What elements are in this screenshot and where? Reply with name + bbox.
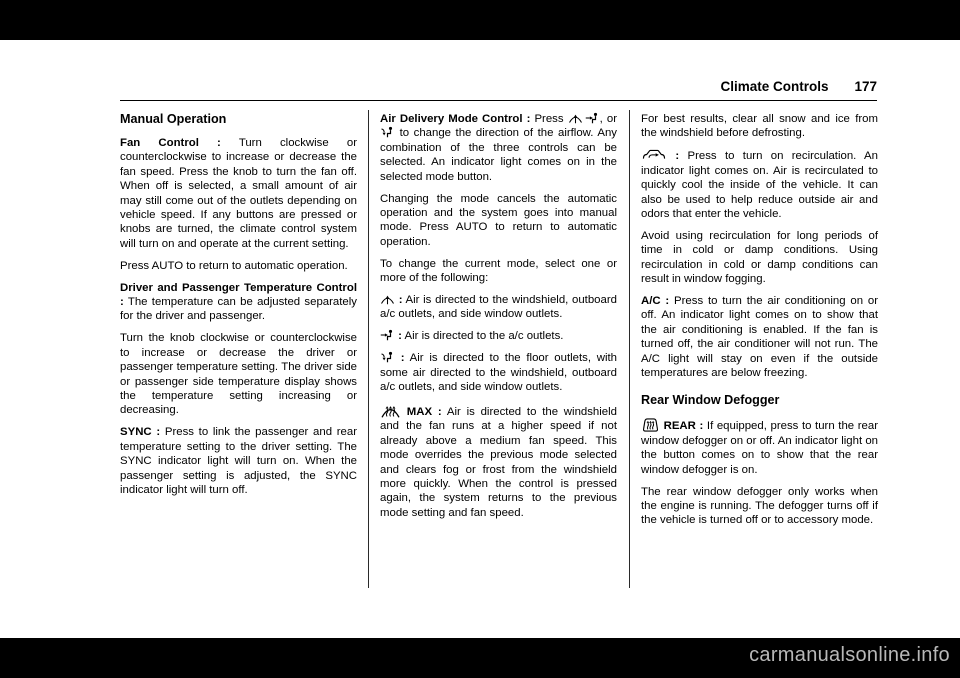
max-defrost-label: MAX : [406,405,442,418]
sync-paragraph [120,425,357,497]
sync-text: Press to link the passenger and rear temperature setting to the driver setting. The SYNC indicator light will turn on. When the passenger setting is adjusted, the SYNC indicator light will turn off. [120,426,358,496]
header-rule [120,100,877,101]
mode-floor-text: Air is directed to the floor outlets, with some air directed to the windshield, outboard a/c outlets, and side window outlets. [380,352,617,393]
air-delivery-mode-paragraph [380,112,617,184]
fan-control-paragraph [120,136,357,251]
rear-defogger-label: REAR : [663,420,704,433]
air-delivery-mode-label: Air Delivery Mode Control : [380,113,531,125]
rear-defogger-note-text: The rear window defogger only works when the engine is running. The defogger turns off if the vehicle is turned off or to accessory mode. [641,485,878,527]
rear-window-defogger-heading: Rear Window Defogger [641,393,780,408]
mode-select-text: To change the current mode, select one or more of the following: [380,257,617,285]
ac-paragraph [641,294,878,380]
fan-control-text: Turn clockwise or counterclockwise to increase or decrease the fan speed. Press the knob to turn the fan off. When off is selected, a small amount of air may still come out of the outlets depending on vehicle speed. If any buttons are pressed or knobs are turned, the climate control system will turn on and operate at the current setting. [120,137,357,250]
top-black-bar [0,0,960,40]
mode-or-text: or [606,113,618,125]
mode-vents-colon: : [398,330,402,343]
temperature-control-label: Driver and Passenger Temperature Control : [120,281,357,309]
recirculation-icon [641,148,667,161]
column-2 [380,112,617,528]
air-to-vents-icon [380,329,395,341]
page-header [120,79,877,94]
mode-vents-text: Air is directed to the a/c outlets. [404,330,564,343]
mode-windshield-item [380,293,617,322]
page-number: 177 [854,79,877,94]
rear-defogger-text: If equipped, press to turn the rear window defogger on or off. An indicator light on the button comes on to show that the rear window defogger is on. [641,420,878,476]
watermark: carmanualsonline.info [749,644,950,666]
max-defrost-icon [380,402,401,419]
section-title: Climate Controls [720,79,829,94]
recirculation-colon: : [675,150,680,163]
column-divider-2 [629,110,630,588]
max-defrost-paragraph [380,402,617,520]
defrost-note-paragraph [641,112,878,141]
auto-note-text: Press AUTO to return to automatic operation. [120,259,348,272]
air-to-vents-icon [585,112,600,124]
mode-comma: , [599,113,603,125]
max-defrost-text: Air is directed to the windshield and the fan runs at a higher speed if not already above a medium fan speed. This mode overrides the previous mode selected and clears fog or frost from the windshield more quickly. When the control is pressed again, the system returns to the previous mode setting and fan speed. [380,405,617,519]
recirculation-text: Press to turn on recirculation. An indicator light comes on. Air is recirculated to quickly cool the inside of the vehicle. It can also be used to help reduce outside air and odors that enter the vehicle. [641,150,878,220]
ac-label: A/C : [641,294,670,307]
column-3 [641,112,878,535]
mode-select-paragraph [380,257,617,286]
air-to-floor-icon [380,126,395,138]
auto-note-paragraph [120,259,357,273]
mode-windshield-colon: : [398,293,403,306]
mode-body-text: to change the direction of the airflow. Any combination of the three controls can be selected. An indicator light comes on in the selected mode button. [380,127,617,183]
mode-vents-item [380,329,617,343]
air-to-floor-icon [380,351,395,363]
mode-press-text: Press [534,113,564,125]
air-to-windshield-icon [568,112,583,124]
mode-cancel-text: Changing the mode cancels the automatic operation and the system goes into manual mode. Press AUTO to return to automatic operation. [380,192,617,248]
sync-label: SYNC : [120,426,161,439]
mode-cancel-paragraph [380,192,617,250]
manual-operation-heading: Manual Operation [120,112,227,126]
rear-defogger-icon [641,417,660,433]
knob-paragraph [120,331,357,417]
temperature-control-text: The temperature can be adjusted separately for the driver and passenger. [120,296,357,323]
column-divider-1 [368,110,369,588]
fan-control-label: Fan Control : [120,137,221,149]
defrost-note-text: For best results, clear all snow and ice from the windshield before defrosting. [641,113,878,140]
rear-defogger-paragraph [641,417,878,477]
ac-text: Press to turn the air conditioning on or off. An indicator light comes on to show that the air conditioning is enabled. If the fan is turned off, the air conditioner will not run. The A/C light will stay on even if the outside temperatures are below freezing. [641,294,878,379]
bottom-black-bar [0,638,960,678]
mode-windshield-text: Air is directed to the windshield, outboard a/c outlets, and side window outlets. [380,293,617,321]
mode-floor-colon: : [400,352,405,365]
column-1 [120,112,357,505]
air-to-windshield-icon [380,293,395,305]
avoid-recirculation-text: Avoid using recirculation for long periods of time in cold or damp conditions. Using recirculation in cold or damp conditions can result in window fogging. [641,229,878,286]
recirculation-paragraph [641,148,878,221]
mode-floor-item [380,351,617,394]
avoid-recirculation-paragraph [641,229,878,287]
rear-defogger-note-paragraph [641,485,878,528]
knob-text: Turn the knob clockwise or counterclockwise to increase or decrease the driver or passenger temperature setting. The driver side or passenger side temperature display shows the temperature setting increasing or decreasing. [120,332,357,417]
temperature-control-paragraph [120,281,357,324]
